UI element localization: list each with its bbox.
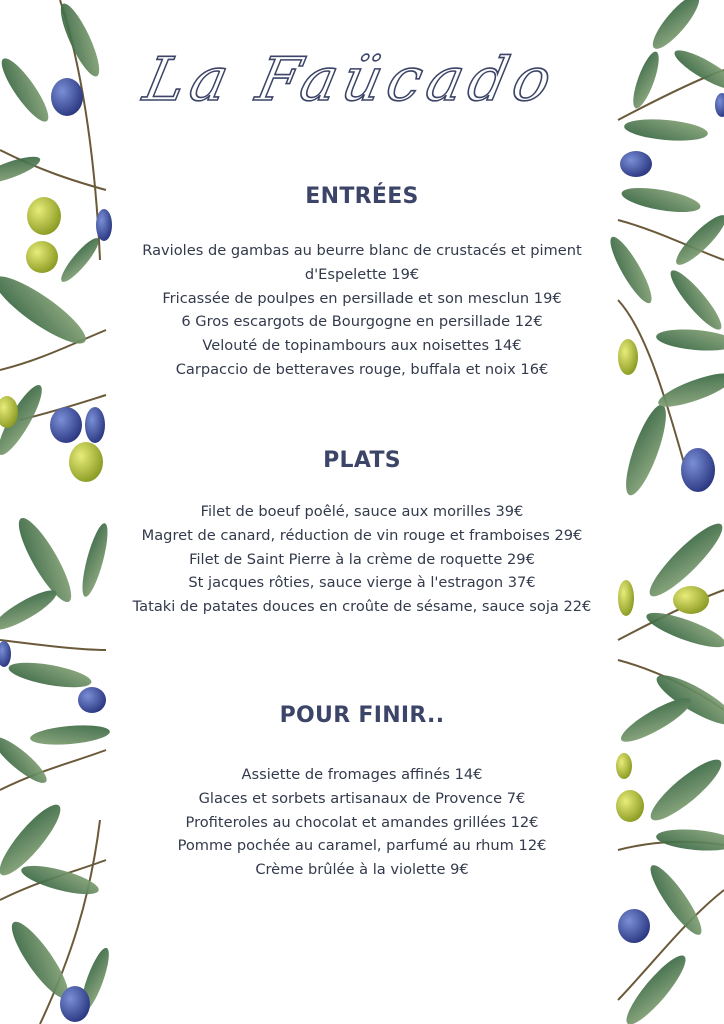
list-item: Tataki de patates douces en croûte de sésame, sauce soja 22€ [132,598,592,616]
list-item: St jacques rôties, sauce vierge à l'estragon 37€ [188,574,536,592]
olive-branch-left-border [0,0,108,1024]
list-item: Ravioles de gambas au beurre blanc de crustacés et piment d'Espelette 19€ [142,242,582,283]
restaurant-name: La Faücado [138,45,564,115]
list-item: Velouté de topinambours aux noisettes 14€ [202,337,522,355]
restaurant-name-script [138,22,564,142]
list-item: Magret de canard, réduction de vin rouge et framboises 29€ [141,526,583,544]
dessert-list [108,763,616,882]
list-item: Pomme pochée au caramel, parfumé au rhum 12€ [177,837,547,855]
list-item: Glaces et sorbets artisanaux de Provence 7€ [198,789,526,807]
menu-page [108,0,616,1024]
list-item: Filet de boeuf poêlé, sauce aux morilles 39€ [200,503,524,520]
olive-branch-right-border [616,0,724,1024]
list-item: 6 Gros escargots de Bourgogne en persillade 12€ [181,313,543,331]
section-heading-plats: PLATS [323,448,401,473]
list-item: Filet de Saint Pierre à la crème de roquette 29€ [189,550,535,568]
list-item: Assiette de fromages affinés 14€ [241,766,483,783]
entrees-list [108,239,616,382]
list-item: Profiteroles au chocolat et amandes grillées 12€ [185,813,539,831]
list-item: Carpaccio de betteraves rouge, buffala et noix 16€ [175,360,549,378]
list-item: Fricassée de poulpes en persillade et son mesclun 19€ [162,289,562,307]
section-heading-entrees: ENTRÉES [305,184,419,209]
plats-list [108,500,616,619]
section-heading-dessert: POUR FINIR.. [279,703,445,728]
list-item: Crème brûlée à la violette 9€ [255,861,469,879]
